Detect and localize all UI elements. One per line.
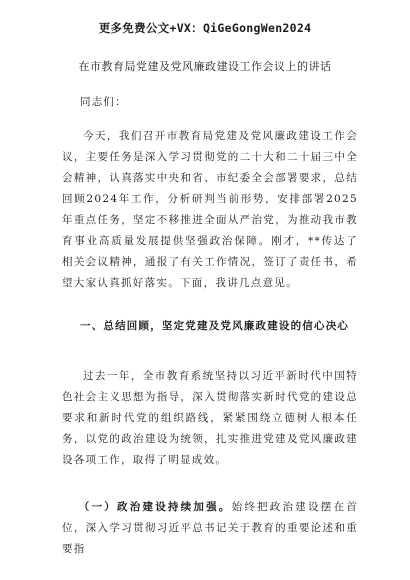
opening-paragraph: 今天，我们召开市教育局党建及党风廉政建设工作会议，主要任务是深入学习贯彻党的二十大和二十届三中全会精神，认真落实中央和省、市纪委全会部署要求，总结回顾2024年工作，分析研判当前形势，安排部署2025年重点任务，坚定不移推进全面从严治党，为推动我市教育事业高质量发展提供坚强政治保障。刚才，**传达了相关会议精神，通报了有关工作情况，签订了责任书，希望大家认真抓好落实。下面，我讲几点意见。 [62,130,358,289]
salutation: 同志们： [80,96,127,108]
section-1-paragraph: 过去一年，全市教育系统坚持以习近平新时代中国特色社会主义思想为指导，深入贯彻落实新时代党的建设总要求和新时代党的组织路线，紧紧围绕立德树人根本任务，以党的政治建设为统领，扎实推进党建及党风廉政建设各项工作，取得了明显成效。 [62,370,358,466]
section-heading-1: 一、总结回顾，坚定党建及党风廉政建设的信心决心 [80,320,350,332]
subsection-1-body: 始终把政治建设摆在首位，深入学习贯彻习近平总书记关于教育的重要论述和重要指 [62,501,358,555]
subsection-1-paragraph [62,497,358,560]
document-title: 在市教育局党建及党风廉政建设工作会议上的讲话 [78,60,332,73]
subsection-1-lead: （一）政治建设持续加强。 [78,501,232,513]
header-banner: 更多免费公文+VX：QiGeGongWen2024 [98,21,312,35]
